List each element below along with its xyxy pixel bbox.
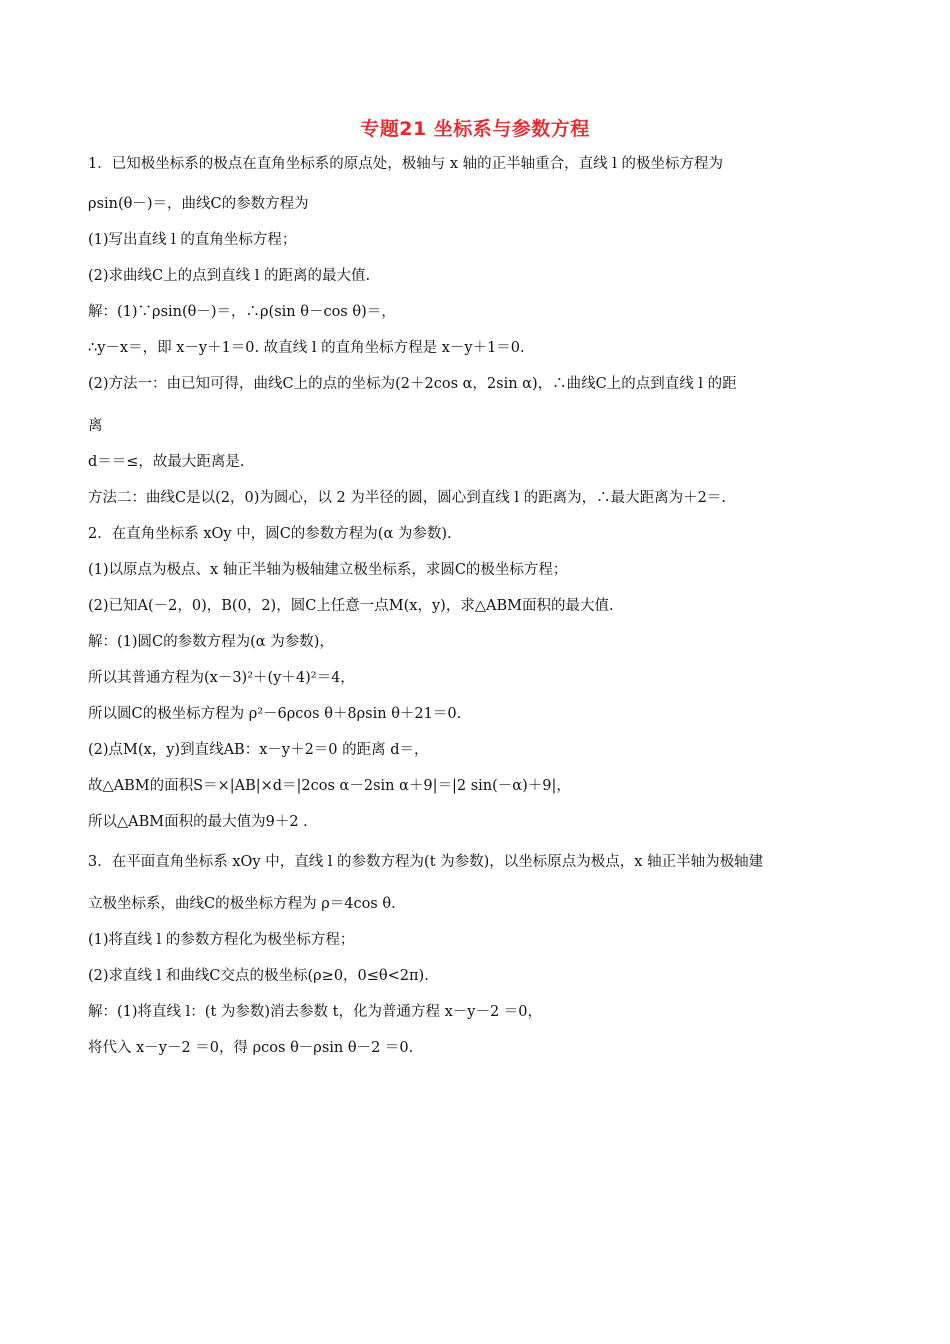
text-line: (1)以原点为极点、x 轴正半轴为极轴建立极坐标系，求圆C的极坐标方程； xyxy=(88,562,568,578)
document-title: 专题21 坐标系与参数方程 xyxy=(360,118,590,140)
text-line: 将代入 x－y－2 ＝0，得 ρcos θ－ρsin θ－2 ＝0. xyxy=(88,1040,414,1056)
text-line: (2)已知A(－2，0)，B(0，2)，圆C上任意一点M(x，y)，求△ABM面积的最大值. xyxy=(88,598,614,614)
text-line: ∴y－x＝，即 x－y＋1＝0. 故直线 l 的直角坐标方程是 x－y＋1＝0. xyxy=(88,340,525,356)
text-line: 解：(1)将直线 l：(t 为参数)消去参数 t，化为普通方程 x－y－2 ＝0， xyxy=(88,1004,543,1020)
text-line: 故△ABM的面积S＝×|AB|×d＝|2cos α－2sin α＋9|＝|2 sin(－α)＋9|， xyxy=(88,778,571,794)
text-line: d＝＝≤，故最大距离是. xyxy=(88,454,245,470)
text-line: 解：(1)∵ρsin(θ－)＝，∴ρ(sin θ－cos θ)＝， xyxy=(88,304,396,320)
text-line: (2)点M(x，y)到直线AB：x－y＋2＝0 的距离 d＝， xyxy=(88,742,429,758)
text-line: 离 xyxy=(88,418,103,434)
text-line: (2)求曲线C上的点到直线 l 的距离的最大值. xyxy=(88,268,371,284)
text-line: 所以其普通方程为(x－3)²＋(y＋4)²＝4， xyxy=(88,670,355,686)
text-line: 3．在平面直角坐标系 xOy 中，直线 l 的参数方程为(t 为参数)，以坐标原点为极点，x 轴正半轴为极轴建 xyxy=(88,854,764,870)
text-line: ρsin(θ－)＝，曲线C的参数方程为 xyxy=(88,196,309,212)
text-line: 2．在直角坐标系 xOy 中，圆C的参数方程为(α 为参数). xyxy=(88,526,452,542)
text-line: (1)写出直线 l 的直角坐标方程； xyxy=(88,232,297,248)
text-line: 立极坐标系，曲线C的极坐标方程为 ρ＝4cos θ. xyxy=(88,896,396,912)
text-line: 所以圆C的极坐标方程为 ρ²－6ρcos θ＋8ρsin θ＋21＝0. xyxy=(88,706,462,722)
text-line: 解：(1)圆C的参数方程为(α 为参数)， xyxy=(88,634,334,650)
text-line: 方法二：曲线C是以(2，0)为圆心，以 2 为半径的圆，圆心到直线 l 的距离为，∴最大距离为＋2＝. xyxy=(88,490,726,506)
text-line: 所以△ABM面积的最大值为9＋2 . xyxy=(88,814,308,830)
text-line: 1．已知极坐标系的极点在直角坐标系的原点处，极轴与 x 轴的正半轴重合，直线 l 的极坐标方程为 xyxy=(88,156,723,172)
text-line: (1)将直线 l 的参数方程化为极坐标方程； xyxy=(88,932,355,948)
text-line: (2)求直线 l 和曲线C交点的极坐标(ρ≥0，0≤θ<2π). xyxy=(88,968,429,984)
text-line: (2)方法一：由已知可得，曲线C上的点的坐标为(2＋2cos α，2sin α)，∴曲线C上的点到直线 l 的距 xyxy=(88,376,737,392)
